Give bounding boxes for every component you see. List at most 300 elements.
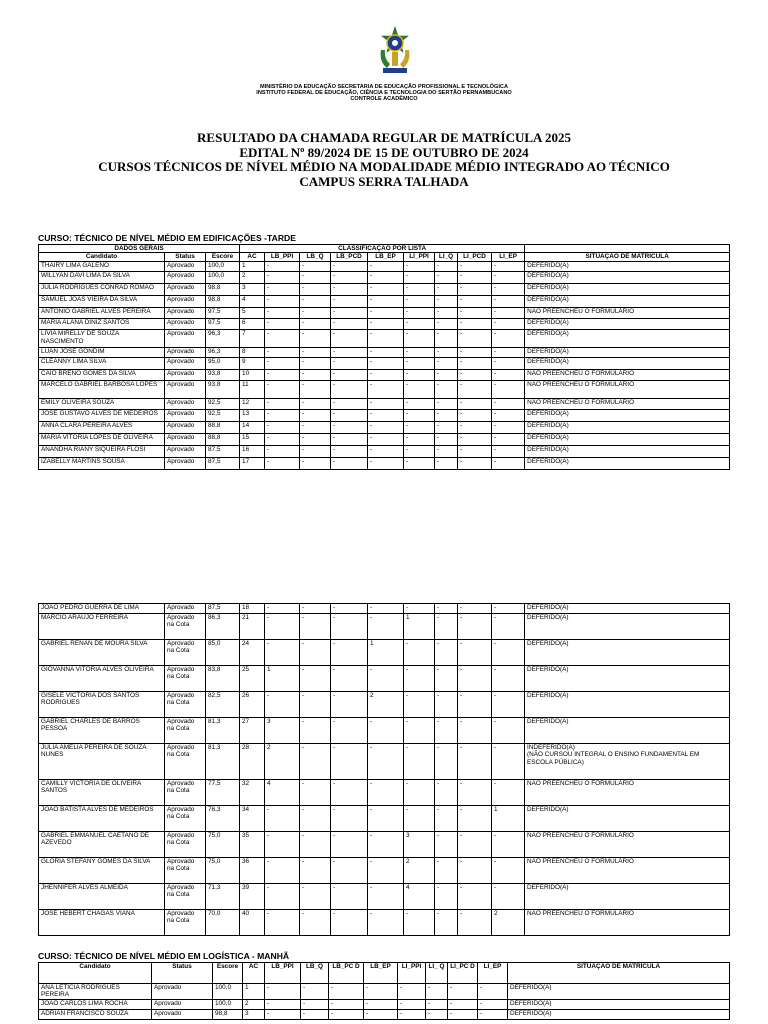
table-cell: 98,8: [206, 284, 240, 296]
table-cell: -: [404, 381, 435, 399]
table-cell: -: [448, 1010, 478, 1020]
table-cell: -: [301, 984, 329, 1000]
table-cell: -: [404, 272, 435, 284]
table-cell: 4: [404, 884, 435, 910]
column-header: LI_ Q: [426, 963, 448, 984]
table-cell: -: [300, 614, 331, 640]
column-header: LI_Q: [435, 253, 458, 262]
table-cell: -: [368, 458, 404, 470]
table-cell: -: [368, 858, 404, 884]
table-cell: 87,5: [206, 446, 240, 458]
enrollment-status-cell: INDEFERIDO(A) (NÃO CURSOU INTEGRAL O ENSINO FUNDAMENTAL EM ESCOLA PÚBLICA): [525, 744, 730, 780]
table-cell: -: [300, 422, 331, 434]
candidate-name-cell: JULIA RODRIGUES CONRAD ROMÃO: [39, 284, 165, 296]
table-cell: -: [331, 640, 368, 666]
table-cell: Aprovado na Cota: [165, 858, 206, 884]
candidate-name-cell: ANANDHA RIANY SIQUEIRA FLOSI: [39, 446, 165, 458]
table-cell: -: [265, 604, 300, 614]
table-cell: 75,0: [206, 832, 240, 858]
enrollment-status-cell: DEFERIDO(A): [525, 358, 730, 370]
candidate-name-cell: JOÃO CARLOS LIMA ROCHA: [39, 1000, 152, 1010]
table-cell: -: [492, 832, 525, 858]
table-cell: -: [300, 884, 331, 910]
table-cell: -: [404, 910, 435, 936]
table-cell: -: [458, 446, 492, 458]
table-cell: -: [364, 984, 398, 1000]
table-cell: -: [265, 614, 300, 640]
table-cell: -: [435, 718, 458, 744]
table-cell: -: [331, 692, 368, 718]
table-cell: -: [458, 692, 492, 718]
table-row: [39, 832, 730, 858]
table-cell: -: [492, 330, 525, 348]
title-line: CAMPUS SERRA TALHADA: [299, 173, 469, 189]
table-cell: -: [368, 308, 404, 319]
title-line: CURSOS TÉCNICOS DE NÍVEL MÉDIO NA MODALIDADE MÉDIO INTEGRADO AO TÉCNICO: [98, 159, 670, 174]
table-cell: 8: [240, 348, 265, 358]
table-cell: -: [435, 614, 458, 640]
table-cell: Aprovado na Cota: [165, 718, 206, 744]
table-cell: -: [331, 434, 368, 446]
column-header: LI_EP: [478, 963, 508, 984]
table-cell: Aprovado na Cota: [165, 640, 206, 666]
table-cell: -: [404, 308, 435, 319]
table-cell: 18: [240, 604, 265, 614]
table-cell: -: [300, 296, 331, 308]
table-cell: 39: [240, 884, 265, 910]
table-row: [39, 604, 730, 614]
table-cell: -: [492, 780, 525, 806]
table-cell: -: [265, 884, 300, 910]
table-cell: -: [368, 296, 404, 308]
table-row: [39, 358, 730, 370]
candidate-name-cell: CAIO BRENO GOMES DA SILVA: [39, 370, 165, 381]
column-header: Escore: [213, 963, 243, 984]
column-header: LI_PCD: [458, 253, 492, 262]
table-cell: -: [331, 832, 368, 858]
table-cell: Aprovado: [165, 434, 206, 446]
table-cell: Aprovado: [152, 1010, 213, 1020]
table-cell: 93,8: [206, 370, 240, 381]
enrollment-status-cell: DEFERIDO(A): [525, 434, 730, 446]
candidate-name-cell: CAMILLY VICTÓRIA DE OLIVEIRA SANTOS: [39, 780, 165, 806]
table-cell: -: [368, 434, 404, 446]
table-cell: -: [435, 884, 458, 910]
enrollment-status-cell: NÃO PREENCHEU O FORMULÁRIO: [525, 780, 730, 806]
results-table-logistica: [38, 962, 730, 1020]
table-cell: -: [265, 262, 300, 272]
candidate-name-cell: ADRIAN FRANCISCO SOUZA: [39, 1010, 152, 1020]
table-cell: -: [265, 434, 300, 446]
table-cell: 83,8: [206, 666, 240, 692]
table-cell: -: [492, 296, 525, 308]
table-cell: 2: [492, 910, 525, 936]
table-cell: -: [368, 666, 404, 692]
table-cell: -: [331, 262, 368, 272]
table-cell: -: [368, 614, 404, 640]
enrollment-status-cell: DEFERIDO(A): [525, 446, 730, 458]
table-cell: -: [368, 319, 404, 330]
table-cell: -: [458, 604, 492, 614]
table-row: [39, 458, 730, 470]
table-cell: Aprovado na Cota: [165, 884, 206, 910]
table-cell: -: [265, 308, 300, 319]
table-cell: -: [404, 399, 435, 410]
table-cell: 70,0: [206, 910, 240, 936]
table-cell: -: [265, 806, 300, 832]
table-cell: 81,3: [206, 744, 240, 780]
candidate-name-cell: GISELE VICTÓRIA DOS SANTOS RODRIGUES: [39, 692, 165, 718]
enrollment-status-cell: NÃO PREENCHEU O FORMULÁRIO: [525, 370, 730, 381]
table-cell: 88,8: [206, 422, 240, 434]
table-cell: -: [404, 604, 435, 614]
table-cell: -: [435, 410, 458, 422]
table-cell: -: [404, 640, 435, 666]
candidate-name-cell: JOÃO BATISTA ALVES DE MEDEIROS: [39, 806, 165, 832]
table-cell: -: [368, 744, 404, 780]
group-header-blank: [525, 245, 730, 253]
table-cell: -: [404, 422, 435, 434]
table-cell: 71,3: [206, 884, 240, 910]
table-cell: -: [492, 884, 525, 910]
enrollment-status-cell: DEFERIDO(A): [525, 614, 730, 640]
table-cell: -: [435, 348, 458, 358]
table-cell: -: [458, 434, 492, 446]
table-cell: -: [458, 399, 492, 410]
enrollment-status-cell: DEFERIDO(A): [525, 806, 730, 832]
table-cell: -: [404, 348, 435, 358]
results-table-edificacoes-cont2: [38, 779, 730, 936]
table-cell: -: [265, 330, 300, 348]
table-cell: -: [404, 284, 435, 296]
candidate-name-cell: MARIA ALANA DINIZ SANTOS: [39, 319, 165, 330]
table-cell: -: [435, 692, 458, 718]
table-cell: Aprovado: [165, 399, 206, 410]
table-cell: 95,0: [206, 358, 240, 370]
candidate-name-cell: CLEANNY LIMA SILVA: [39, 358, 165, 370]
table-cell: -: [331, 399, 368, 410]
enrollment-status-cell: DEFERIDO(A): [525, 296, 730, 308]
table-cell: Aprovado: [165, 348, 206, 358]
column-header: Candidato: [39, 963, 152, 984]
table-cell: -: [426, 1010, 448, 1020]
table-row: [39, 284, 730, 296]
table-cell: Aprovado na Cota: [165, 910, 206, 936]
table-cell: -: [300, 604, 331, 614]
table-cell: 40: [240, 910, 265, 936]
table-cell: -: [492, 319, 525, 330]
table-cell: -: [331, 284, 368, 296]
table-cell: -: [492, 434, 525, 446]
enrollment-status-cell: DEFERIDO(A): [525, 640, 730, 666]
table-cell: Aprovado na Cota: [165, 780, 206, 806]
table-cell: 96,3: [206, 330, 240, 348]
table-cell: -: [368, 358, 404, 370]
table-cell: -: [265, 422, 300, 434]
table-cell: 100,0: [206, 262, 240, 272]
table-cell: -: [300, 446, 331, 458]
table-cell: -: [300, 410, 331, 422]
table-cell: -: [265, 692, 300, 718]
table-cell: 98,8: [206, 296, 240, 308]
enrollment-status-cell: NÃO PREENCHEU O FORMULÁRIO: [525, 308, 730, 319]
results-table-edificacoes: [38, 244, 730, 470]
table-cell: -: [458, 858, 492, 884]
enrollment-status-cell: DEFERIDO(A): [525, 718, 730, 744]
table-cell: -: [458, 370, 492, 381]
column-header: Escore: [206, 253, 240, 262]
table-cell: Aprovado: [152, 1000, 213, 1010]
column-header: Status: [152, 963, 213, 984]
table-cell: -: [368, 832, 404, 858]
table-cell: 1: [368, 640, 404, 666]
candidate-name-cell: JOÃO PEDRO GUERRA DE LIMA: [39, 604, 165, 614]
column-header: LB_PC D: [329, 963, 364, 984]
enrollment-status-cell: NÃO PREENCHEU O FORMULÁRIO: [525, 832, 730, 858]
table-cell: -: [458, 348, 492, 358]
table-cell: Aprovado na Cota: [165, 692, 206, 718]
table-cell: -: [458, 744, 492, 780]
table-cell: -: [368, 910, 404, 936]
table-cell: -: [331, 296, 368, 308]
table-cell: -: [300, 399, 331, 410]
table-cell: -: [331, 446, 368, 458]
table-row: [39, 640, 730, 666]
table-row: [39, 370, 730, 381]
table-cell: -: [300, 272, 331, 284]
table-cell: 11: [240, 381, 265, 399]
candidate-name-cell: GABRIEL RENAN DE MOURA SILVA: [39, 640, 165, 666]
table-cell: -: [404, 262, 435, 272]
table-cell: -: [404, 718, 435, 744]
table-cell: -: [300, 718, 331, 744]
table-cell: 12: [240, 399, 265, 410]
table-cell: -: [458, 458, 492, 470]
table-row: [39, 348, 730, 358]
table-cell: -: [368, 446, 404, 458]
table-cell: 36: [240, 858, 265, 884]
enrollment-status-cell: DEFERIDO(A): [525, 348, 730, 358]
table-cell: -: [404, 434, 435, 446]
table-cell: 5: [240, 308, 265, 319]
table-cell: 21: [240, 614, 265, 640]
table-cell: -: [404, 358, 435, 370]
table-cell: -: [300, 262, 331, 272]
table-cell: -: [368, 718, 404, 744]
table-cell: -: [331, 319, 368, 330]
table-cell: 100,0: [213, 984, 243, 1000]
enrollment-status-cell: DEFERIDO(A): [525, 884, 730, 910]
table-cell: -: [300, 806, 331, 832]
table-cell: -: [265, 640, 300, 666]
table-row: [39, 381, 730, 399]
table-cell: 75,0: [206, 858, 240, 884]
table-cell: -: [265, 910, 300, 936]
table-cell: -: [404, 666, 435, 692]
candidate-name-cell: GLORIA STEFANY GOMES DA SILVA: [39, 858, 165, 884]
table-cell: Aprovado: [165, 370, 206, 381]
table-cell: -: [331, 806, 368, 832]
column-header: LI_PPI: [404, 253, 435, 262]
table-cell: -: [492, 692, 525, 718]
header-institute: INSTITUTO FEDERAL DE EDUCAÇÃO, CIÊNCIA E TECNOLOGIA DO SERTÃO PERNAMBUCANO: [256, 90, 512, 96]
table-cell: -: [458, 832, 492, 858]
table-cell: -: [492, 422, 525, 434]
table-cell: -: [331, 410, 368, 422]
table-cell: Aprovado: [165, 284, 206, 296]
table-cell: -: [435, 434, 458, 446]
table-cell: -: [492, 370, 525, 381]
table-cell: -: [368, 410, 404, 422]
table-cell: -: [492, 348, 525, 358]
table-cell: -: [300, 370, 331, 381]
table-cell: -: [458, 308, 492, 319]
enrollment-status-cell: NÃO PREENCHEU O FORMULÁRIO: [525, 399, 730, 410]
table-cell: -: [368, 604, 404, 614]
table-cell: -: [492, 640, 525, 666]
table-cell: -: [458, 330, 492, 348]
table-cell: 77,5: [206, 780, 240, 806]
table-row: [39, 884, 730, 910]
candidate-name-cell: ANTONIO GABRIEL ALVES PEREIRA: [39, 308, 165, 319]
table-cell: Aprovado: [165, 296, 206, 308]
table-cell: -: [426, 984, 448, 1000]
section-title-edificacoes: CURSO: TÉCNICO DE NÍVEL MÉDIO EM EDIFICAÇÕES -TARDE: [38, 233, 296, 243]
table-cell: -: [300, 381, 331, 399]
table-cell: -: [300, 640, 331, 666]
table-cell: 1: [492, 806, 525, 832]
column-header: LB_Q: [301, 963, 329, 984]
table-cell: -: [331, 858, 368, 884]
table-cell: -: [435, 330, 458, 348]
table-cell: -: [478, 984, 508, 1000]
table-cell: 35: [240, 832, 265, 858]
table-cell: -: [368, 780, 404, 806]
table-cell: 1: [240, 262, 265, 272]
candidate-name-cell: GIOVANNA VITÓRIA ALVES OLIVEIRA: [39, 666, 165, 692]
table-cell: Aprovado: [165, 319, 206, 330]
enrollment-status-cell: DEFERIDO(A): [525, 692, 730, 718]
table-cell: 93,8: [206, 381, 240, 399]
table-cell: -: [458, 358, 492, 370]
table-cell: -: [265, 458, 300, 470]
table-cell: -: [458, 422, 492, 434]
table-cell: -: [368, 284, 404, 296]
table-cell: -: [492, 262, 525, 272]
table-cell: -: [331, 381, 368, 399]
table-cell: 3: [404, 832, 435, 858]
group-header-classificacao: CLASSIFICAÇÃO POR LISTA: [240, 245, 525, 253]
table-cell: -: [329, 1000, 364, 1010]
candidate-name-cell: JOSÉ GUSTAVO ALVES DE MEDEIROS: [39, 410, 165, 422]
enrollment-status-cell: NÃO PREENCHEU O FORMULÁRIO: [525, 381, 730, 399]
table-cell: 2: [404, 858, 435, 884]
table-cell: 7: [240, 330, 265, 348]
header-ministry: MINISTÉRIO DA EDUCAÇÃO SECRETARIA DE EDUCAÇÃO PROFISSIONAL E TECNOLÓGICA: [259, 84, 508, 90]
table-cell: -: [435, 381, 458, 399]
table-cell: Aprovado: [165, 358, 206, 370]
table-cell: 97,5: [206, 308, 240, 319]
table-cell: 2: [243, 1000, 265, 1010]
table-cell: -: [492, 744, 525, 780]
column-header: Status: [165, 253, 206, 262]
table-cell: -: [368, 330, 404, 348]
table-cell: -: [435, 910, 458, 936]
table-cell: -: [404, 692, 435, 718]
table-row: [39, 910, 730, 936]
table-cell: -: [331, 666, 368, 692]
table-cell: -: [265, 381, 300, 399]
table-cell: -: [492, 858, 525, 884]
table-cell: -: [265, 446, 300, 458]
section-title-logistica: CURSO: TÉCNICO DE NÍVEL MÉDIO EM LOGÍSTICA - MANHÃ: [38, 951, 290, 961]
candidate-name-cell: GABRIEL CHARLES DE BARROS PESSOA: [39, 718, 165, 744]
enrollment-status-cell: NÃO PREENCHEU O FORMULÁRIO: [525, 910, 730, 936]
table-cell: -: [300, 308, 331, 319]
column-header: LI_PC D: [448, 963, 478, 984]
table-row: [39, 858, 730, 884]
table-cell: 14: [240, 422, 265, 434]
table-cell: -: [435, 284, 458, 296]
table-row: [39, 422, 730, 434]
table-cell: 25: [240, 666, 265, 692]
table-cell: -: [435, 399, 458, 410]
table-cell: -: [368, 262, 404, 272]
table-cell: -: [331, 308, 368, 319]
table-cell: -: [265, 858, 300, 884]
table-cell: -: [458, 381, 492, 399]
table-cell: 13: [240, 410, 265, 422]
title-line: EDITAL Nº 89/2024 DE 15 DE OUTUBRO DE 2024: [239, 144, 529, 160]
table-cell: 96,3: [206, 348, 240, 358]
candidate-name-cell: LUAN JOSÉ GONDIM: [39, 348, 165, 358]
table-row: [39, 308, 730, 319]
table-cell: -: [265, 410, 300, 422]
enrollment-status-cell: DEFERIDO(A): [508, 984, 730, 1000]
enrollment-status-cell: DEFERIDO(A): [525, 284, 730, 296]
table-cell: -: [265, 319, 300, 330]
enrollment-status-cell: NÃO PREENCHEU O FORMULÁRIO: [525, 858, 730, 884]
table-cell: 2: [265, 744, 300, 780]
table-row: [39, 410, 730, 422]
table-cell: -: [329, 984, 364, 1000]
table-cell: -: [435, 262, 458, 272]
table-cell: -: [331, 884, 368, 910]
column-header: LI_EP: [492, 253, 525, 262]
table-cell: Aprovado na Cota: [165, 614, 206, 640]
table-cell: -: [478, 1010, 508, 1020]
table-cell: 28: [240, 744, 265, 780]
table-cell: -: [265, 284, 300, 296]
table-cell: -: [448, 1000, 478, 1010]
table-cell: -: [265, 1000, 301, 1010]
table-cell: -: [368, 370, 404, 381]
table-cell: -: [368, 884, 404, 910]
table-cell: -: [368, 806, 404, 832]
table-cell: -: [458, 806, 492, 832]
candidate-name-cell: MARCIO ARAÚJO FERREIRA: [39, 614, 165, 640]
table-cell: -: [492, 446, 525, 458]
table-cell: -: [331, 744, 368, 780]
table-cell: -: [331, 780, 368, 806]
table-cell: -: [300, 284, 331, 296]
table-cell: -: [265, 1010, 301, 1020]
column-header: LB_PPI: [265, 963, 301, 984]
table-cell: -: [300, 348, 331, 358]
table-cell: -: [448, 984, 478, 1000]
table-cell: Aprovado: [152, 984, 213, 1000]
candidate-name-cell: SAMUEL JOAS VIEIRA DA SILVA: [39, 296, 165, 308]
